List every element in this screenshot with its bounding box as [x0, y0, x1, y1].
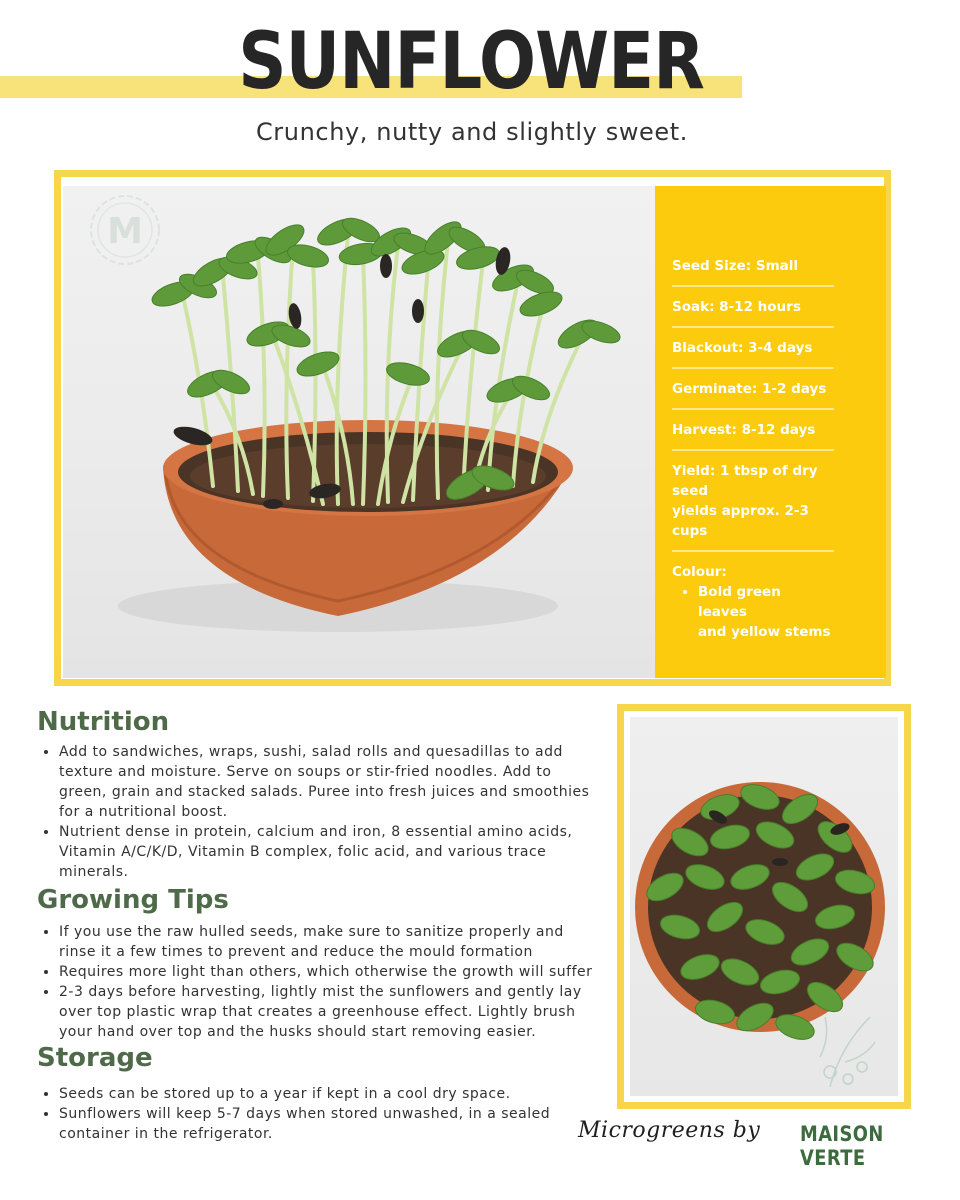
info-blackout: Blackout: 3-4 days	[672, 338, 834, 369]
brand-signature	[578, 1112, 948, 1170]
nutrition-heading: Nutrition	[37, 707, 170, 737]
list-item: • Nutrient dense in protein, calcium and iron, 8 essential amino acids, Vitamin A/C/K/D, Vitamin B complex, folic acid, and various trace minerals.	[59, 822, 597, 882]
storage-section	[37, 1042, 597, 1144]
list-item: • Seeds can be stored up to a year if kept in a cool dry space.	[59, 1084, 597, 1104]
info-colour-value-line2: and yellow stems	[698, 624, 831, 640]
info-soak: Soak: 8-12 hours	[672, 297, 834, 328]
info-yield-line2: yields approx. 2-3 cups	[672, 503, 809, 539]
brand-script-text: Microgreens by	[578, 1118, 761, 1143]
growing-tips-heading: Growing Tips	[37, 885, 229, 915]
info-yield	[672, 461, 834, 552]
info-colour-label: Colour:	[672, 564, 727, 580]
maison-verte-watermark-logo	[91, 196, 159, 264]
list-item: • If you use the raw hulled seeds, make sure to sanitize properly and rinse it a few times to prevent and reduce the mould formation	[59, 922, 597, 962]
page-subtitle: Crunchy, nutty and slightly sweet.	[255, 118, 689, 146]
list-item: • Sunflowers will keep 5-7 days when stored unwashed, in a sealed container in the refrigerator.	[59, 1104, 597, 1144]
page-title: SUNFLOWER	[238, 17, 705, 107]
side-photo-top-view-microgreens	[630, 717, 898, 1096]
storage-heading: Storage	[37, 1043, 153, 1073]
list-item: • 2-3 days before harvesting, lightly mist the sunflowers and gently lay over top plastic wrap that creates a greenhouse effect. Lightly brush your hand over top and the husks should start removing easier.	[59, 982, 597, 1042]
growing-info-panel	[655, 186, 886, 678]
info-seed-size: Seed Size: Small	[672, 256, 834, 287]
hero-photo-sunflower-microgreens	[63, 186, 656, 678]
info-harvest: Harvest: 8-12 days	[672, 420, 834, 451]
info-yield-line1: Yield: 1 tbsp of dry seed	[672, 463, 818, 499]
nutrition-section	[37, 706, 597, 882]
botanical-watermark-icon	[820, 1017, 875, 1087]
info-colour-value	[698, 582, 834, 642]
brand-name: MAISON VERTE	[800, 1122, 884, 1170]
watermark-letter: M	[107, 211, 143, 252]
list-item: • Add to sandwiches, wraps, sushi, salad rolls and quesadillas to add texture and moisture. Serve on soups or stir-fried noodles. Add to green, grain and stacked salads. Puree into fresh juices and smoothies for a nutritional boost.	[59, 742, 597, 822]
info-colour-value-line1: Bold green leaves	[698, 584, 781, 620]
info-germinate: Germinate: 1-2 days	[672, 379, 834, 410]
info-colour	[672, 562, 834, 651]
growing-tips-section	[37, 884, 597, 1042]
content-column	[37, 706, 597, 1144]
list-item: • Requires more light than others, which otherwise the growth will suffer	[59, 962, 597, 982]
